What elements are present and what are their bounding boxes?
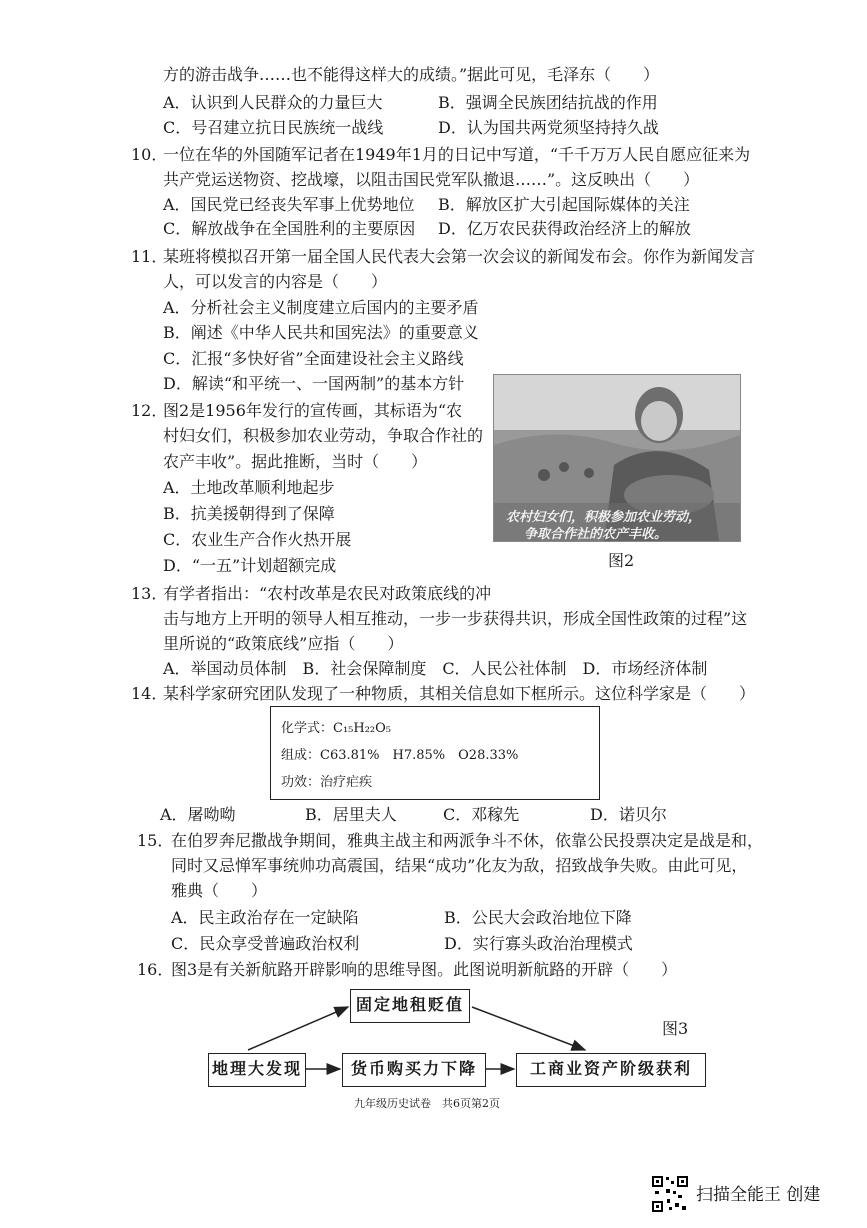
q9-option-a: A．认识到人民群众的力量巨大: [163, 93, 383, 112]
q9-option-b: B．强调全民族团结抗战的作用: [438, 93, 658, 112]
page-footer: 九年级历史试卷 共6页第2页: [354, 1097, 500, 1110]
q11-stem-line1: 某班将模拟召开第一届全国人民代表大会第一次会议的新闻发布会。你作为新闻发言: [163, 247, 756, 266]
q16-number: 16．: [137, 960, 174, 979]
q12-option-b: B．抗美援朝得到了保障: [163, 504, 335, 523]
q13-stem-line2: 击与地方上开明的领导人相互推动，一步一步获得共识，形成全国性政策的过程”这: [163, 609, 748, 628]
q14-option-b: B．居里夫人: [305, 805, 397, 824]
q12-option-c: C．农业生产合作火热开展: [163, 530, 352, 549]
q10-stem-line1: 一位在华的外国随军记者在1949年1月的日记中写道，“千千万万人民自愿应征来为: [163, 145, 751, 164]
q11-number: 11．: [131, 247, 168, 266]
q10-number: 10．: [131, 145, 168, 164]
mind-map-node-fixed-rent: 固定地租贬值: [350, 989, 470, 1023]
q15-option-b: B．公民大会政治地位下降: [444, 908, 632, 927]
q16-stem: 图3是有关新航路开辟影响的思维导图。此图说明新航路的开辟（ ）: [171, 960, 678, 979]
scanner-watermark: 扫描全能王 创建: [696, 1185, 821, 1205]
q10-option-b: B．解放区扩大引起国际媒体的关注: [438, 195, 690, 214]
q14-option-d: D．诺贝尔: [590, 805, 667, 824]
q11-option-d: D．解读“和平统一、一国两制”的基本方针: [163, 374, 465, 393]
figure-2-caption: 图2: [608, 551, 635, 570]
q15-option-c: C．民众享受普遍政治权利: [171, 934, 360, 953]
q10-option-a: A．国民党已经丧失军事上优势地位: [163, 195, 415, 214]
q12-option-d: D．“一五”计划超额完成: [163, 556, 337, 575]
q11-option-c: C．汇报“多快好省”全面建设社会主义路线: [163, 349, 464, 368]
q14-option-a: A．屠呦呦: [160, 805, 236, 824]
figure-3-caption: 图3: [662, 1019, 689, 1038]
q14-option-c: C．邓稼先: [443, 805, 520, 824]
mind-map-node-currency: 货币购买力下降: [342, 1053, 486, 1087]
q14-number: 14．: [131, 684, 168, 703]
q14-stem: 某科学家研究团队发现了一种物质，其相关信息如下框所示。这位科学家是（ ）: [163, 684, 756, 703]
q15-stem-line2: 同时又忌惮军事统帅功高震国，结果“成功”化友为敌，招致战争失败。由此可见，: [171, 856, 748, 875]
q15-option-d: D．实行寡头政治治理模式: [444, 934, 633, 953]
q11-option-a: A．分析社会主义制度建立后国内的主要矛盾: [163, 298, 479, 317]
q10-stem-line2: 共产党运送物资、挖战壕，以阻击国民党军队撤退……”。这反映出（ ）: [163, 170, 700, 189]
q10-option-c: C．解放战争在全国胜利的主要原因: [163, 219, 416, 238]
q12-stem-line2: 村妇女们，积极参加农业劳动，争取合作社的: [163, 426, 484, 445]
q15-stem-line1: 在伯罗奔尼撒战争期间，雅典主战主和两派争斗不休，依靠公民投票决定是战是和，: [171, 831, 764, 850]
q11-option-b: B．阐述《中华人民共和国宪法》的重要意义: [163, 323, 479, 342]
q13-options: A．举国动员体制 B．社会保障制度 C．人民公社体制 D．市场经济体制: [163, 659, 708, 678]
effect: 功效：治疗疟疾: [281, 775, 373, 790]
q13-number: 13．: [131, 584, 168, 603]
chemical-formula: 化学式：C₁₅H₂₂O₅: [281, 721, 391, 736]
q13-stem-line3: 里所说的“政策底线”应指（ ）: [163, 634, 404, 653]
q15-number: 15．: [137, 831, 174, 850]
q12-option-a: A．土地改革顺利地起步: [163, 478, 335, 497]
poster-slogan-line1: 农村妇女们，积极参加农业劳动，: [506, 510, 702, 525]
q9-option-c: C．号召建立抗日民族统一战线: [163, 118, 384, 137]
q12-stem-line1: 图2是1956年发行的宣传画，其标语为“农: [163, 401, 463, 420]
q9-option-d: D．认为国共两党须坚持持久战: [438, 118, 659, 137]
q15-stem-line3: 雅典（ ）: [171, 881, 268, 900]
substance-info-box: [270, 706, 600, 800]
mind-map-node-discovery: 地理大发现: [208, 1053, 306, 1087]
q12-stem-line3: 农产丰收”。据此推断，当时（ ）: [163, 452, 428, 471]
poster-slogan-line2: 争取合作社的农产丰收。: [524, 527, 668, 542]
mind-map-node-bourgeoisie: 工商业资产阶级获利: [516, 1053, 706, 1087]
q15-option-a: A．民主政治存在一定缺陷: [171, 908, 359, 927]
qr-code-icon: [651, 1175, 689, 1213]
q10-option-d: D．亿万农民获得政治经济上的解放: [438, 219, 691, 238]
q9-continuation: 方的游击战争……也不能得这样大的成绩。”据此可见，毛泽东（ ）: [163, 65, 660, 84]
q13-stem-line1: 有学者指出：“农村改革是农民对政策底线的冲: [163, 584, 492, 603]
composition: 组成：C63.81% H7.85% O28.33%: [281, 748, 519, 763]
q12-number: 12．: [131, 401, 168, 420]
propaganda-poster-image: [493, 374, 741, 542]
q11-stem-line2: 人，可以发言的内容是（ ）: [163, 272, 388, 291]
